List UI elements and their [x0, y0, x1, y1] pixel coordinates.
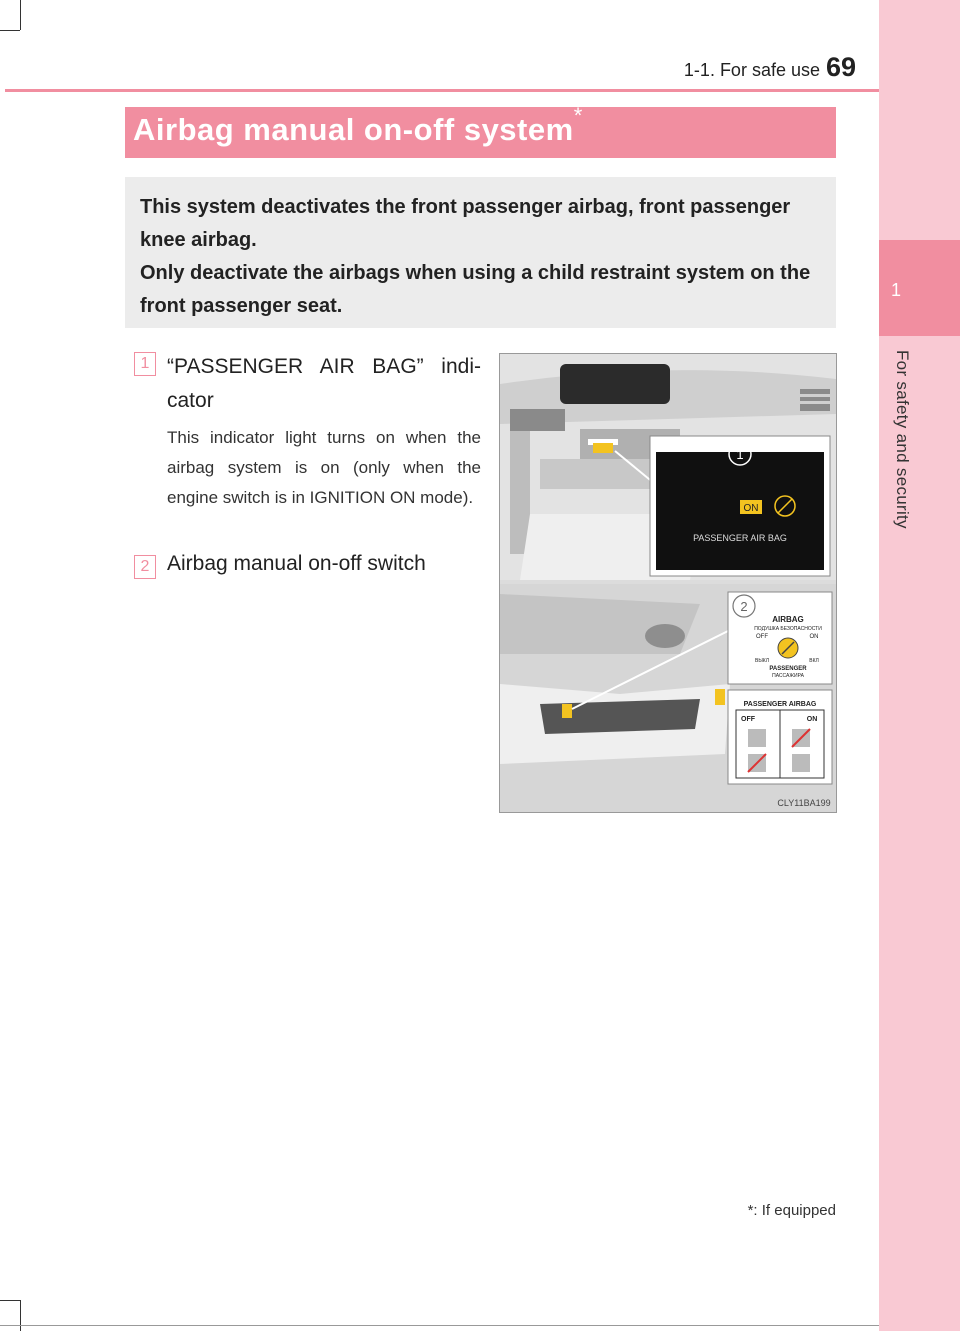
intro-line-2: Only deactivate the airbags when using a child restraint system on the front passenger seat.	[140, 262, 811, 317]
figure-code: CLY11BA199	[777, 798, 831, 808]
switch-passenger-ru: ПАССАЖИРА	[772, 673, 804, 679]
page-number: 69	[826, 52, 857, 82]
switch-ru-title: ПОДУШКА БЕЗОПАСНОСТИ	[754, 626, 822, 632]
label-title: PASSENGER AIRBAG	[743, 701, 817, 708]
footnote-text: : If equipped	[753, 1202, 836, 1219]
callout-2: 2	[740, 599, 748, 614]
switch-off-ru: ВЫКЛ	[755, 658, 769, 664]
crop-mark	[20, 1300, 21, 1331]
indicator-label: PASSENGER AIR BAG	[693, 533, 787, 543]
crop-mark	[0, 30, 20, 31]
section-title-band	[125, 103, 836, 158]
item-title-1: “PASSENGER AIR BAG” indi-cator	[167, 355, 481, 412]
chapter-side-tab	[879, 0, 960, 1331]
label-off: OFF	[741, 716, 755, 723]
footnote-marker: *	[747, 1202, 754, 1219]
switch-highlight	[562, 704, 572, 718]
switch-on-ru: ВКЛ	[809, 658, 819, 664]
switch-passenger: PASSENGER	[769, 666, 807, 672]
item-title-2: Airbag manual on-off switch	[167, 552, 426, 575]
intro-box	[125, 177, 836, 328]
intro-line-1: This system deactivates the front passenger airbag, front passenger knee airbag.	[140, 196, 791, 251]
item-description-1: This indicator light turns on when the airbag system is on (only when the engine switch is in IGNITION ON mode).	[167, 428, 481, 507]
switch-on: ON	[809, 634, 819, 640]
switch-off: OFF	[756, 634, 768, 640]
adult-seat-icon	[792, 754, 810, 772]
indicator-on-text: ON	[743, 503, 759, 514]
illustration-svg	[500, 354, 836, 812]
crop-mark	[0, 1325, 960, 1326]
switch-title: AIRBAG	[772, 615, 804, 624]
page-title: Airbag manual on-off system	[133, 112, 574, 147]
equipped-marker: *	[573, 103, 583, 128]
label-on: ON	[806, 716, 818, 723]
indicator-highlight	[593, 443, 613, 453]
item-number-2: 2	[134, 555, 156, 579]
callout-1: 1	[736, 447, 744, 462]
footnote	[600, 1202, 836, 1219]
section-heading: 1-1. For safe use	[683, 60, 820, 80]
airbag-illustration	[499, 353, 837, 813]
chapter-number: 1	[890, 280, 901, 300]
crop-mark	[0, 1300, 20, 1301]
crop-mark	[20, 0, 21, 30]
chapter-title: For safety and security	[893, 350, 912, 529]
child-seat-icon	[748, 729, 766, 747]
item-number-1: 1	[134, 352, 156, 376]
header-rule	[5, 89, 879, 92]
